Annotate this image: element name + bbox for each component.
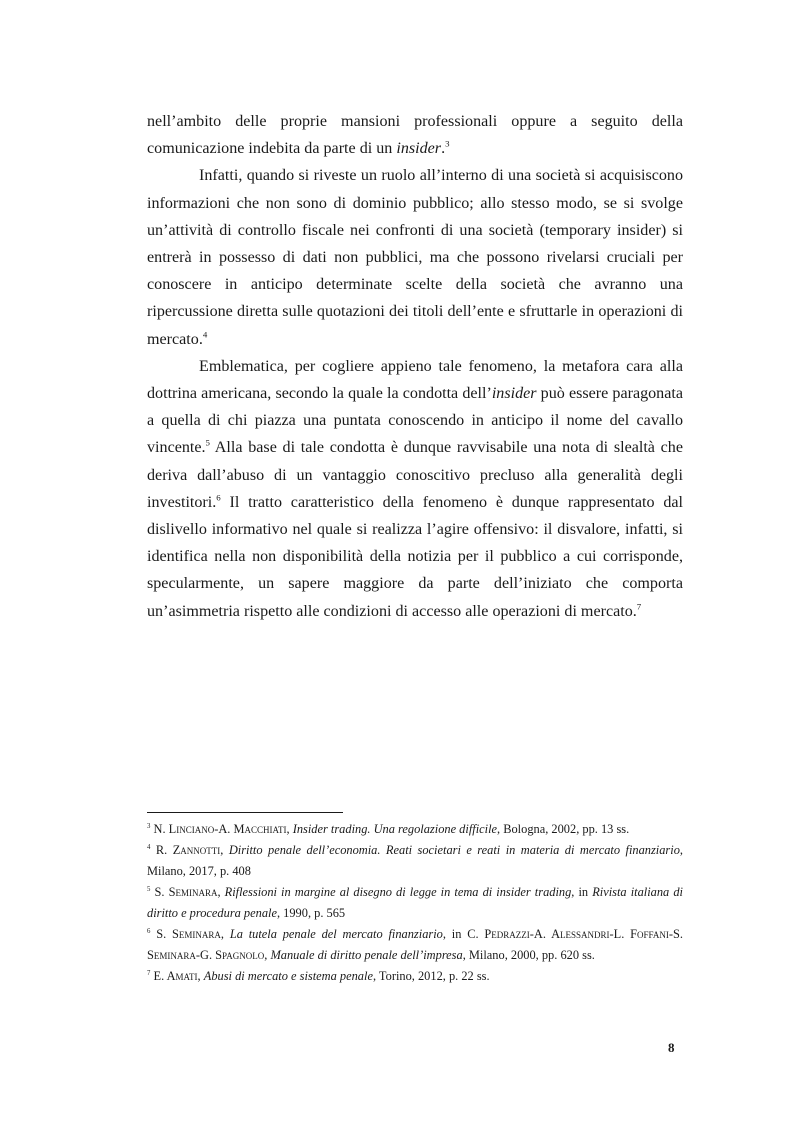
paragraph-text: . [441, 140, 446, 158]
footnote-title: La tutela penale del mercato finanziario [229, 927, 443, 941]
paragraph-text: Infatti, quando si riveste un ruolo all’interno di una società si acquisiscono informazioni che non sono di dominio pubblico; allo stesso modo, se si svolge un’attività di controllo fiscale nei confronti di una società (temporary insider) si entrerà in possesso di dati non pubblici, ma che possono rivelarsi cruciali per conoscere in anticipo determinate scelte della società che avranno una ripercussione diretta sulle quotazioni dei titoli dell’ente e sfruttarle in operazioni di mercato. [147, 167, 683, 348]
footnote-number: 3 [147, 822, 151, 830]
footnote-author: N. Linciano-A. Macchiati [153, 822, 287, 836]
footnote-ref[interactable]: 4 [202, 329, 208, 340]
footnote-text: , 1990, p. 565 [276, 906, 346, 920]
footnote-title: Abusi di mercato e sistema penale [203, 969, 373, 983]
footnote-title: Manuale di diritto penale dell’impresa [270, 948, 463, 962]
footnotes [147, 812, 683, 987]
footnote-ref[interactable]: 5 [205, 438, 210, 449]
page-number: 8 [668, 1040, 675, 1055]
footnote-5: $^5$ S. Seminara, Riflessioni in margine al disegno di legge in tema di insider trading, in Rivista italiana di diritto e procedura penale, 1990, p. 565 [147, 885, 683, 920]
footnote-author: E. Amati [153, 969, 198, 983]
paragraph-2 [147, 162, 683, 352]
paragraph-text: Emblematica, per cogliere appieno tale fenomeno, la metafora cara alla dottrina americana, secondo la quale la condotta dell’ [147, 357, 683, 403]
footnote-text: , in [442, 927, 468, 941]
footnote-divider [147, 812, 343, 813]
paragraph-text: nell’ambito delle proprie mansioni professionali oppure a seguito della comunicazione indebita da parte di un [147, 113, 683, 158]
body-text [147, 108, 683, 625]
footnote-author: S. Seminara [154, 885, 218, 899]
footnote-number: 4 [147, 843, 151, 851]
footnote-4: $^4$ R. Zannotti, Diritto penale dell’economia. Reati societari e reati in materia di mercato finanziario, Milano, 2017, p. 408 [147, 843, 683, 878]
paragraph-text: può essere paragonata a quella di chi piazza una puntata conoscendo in anticipo il nome del cavallo vincente. [147, 385, 683, 457]
footnote-number: 6 [147, 927, 151, 935]
footnote-number: 5 [147, 885, 151, 893]
paragraph-text: Alla base di tale condotta è dunque ravvisabile una nota di slealtà che deriva dall’abuso di un vantaggio conoscitivo precluso alla generalità degli investitori. [147, 439, 683, 511]
footnote-title: Riflessioni in margine al disegno di legge in tema di insider trading [224, 885, 572, 899]
footnote-title: Diritto penale dell’economia. Reati societari e reati in materia di mercato finanziario [228, 843, 680, 857]
emphasis: insider [491, 385, 537, 403]
footnote-7: $^7$ E. Amati, Abusi di mercato e sistema penale, Torino, 2012, p. 22 ss. [147, 969, 490, 983]
footnote-number: 7 [147, 969, 151, 977]
footnote-title: Insider trading. Una regolazione difficile [292, 822, 498, 836]
paragraph-3 [147, 353, 683, 625]
footnote-text: , Torino, 2012, p. 22 ss. [372, 969, 490, 983]
footnote-author: R. Zannotti [155, 843, 221, 857]
footnote-text: , Bologna, 2002, pp. 13 ss. [497, 822, 630, 836]
footnote-text: , Milano, 2000, pp. 620 ss. [462, 948, 595, 962]
footnote-journal: Rivista italiana di diritto e procedura penale [147, 885, 683, 920]
footnote-ref[interactable]: 3 [445, 138, 450, 149]
footnote-text: , Milano, 2017, p. 408 [147, 843, 683, 878]
footnote-author: S. Seminara [156, 927, 221, 941]
footnote-ref[interactable]: 6 [216, 492, 221, 503]
footnote-text: , in [571, 885, 593, 899]
main-text [147, 108, 683, 625]
emphasis: insider [396, 140, 442, 158]
footnote-author: C. Pedrazzi-A. Alessandri-L. Foffani-S. Seminara-G. Spagnolo [147, 927, 683, 962]
footnote-3: $^3$ N. Linciano-A. Macchiati, Insider trading. Una regolazione difficile, Bologna, 2002, pp. 13 ss. [147, 822, 630, 836]
paragraph-1 [147, 108, 683, 162]
footnote-6: $^6$ S. Seminara, La tutela penale del mercato finanziario, in C. Pedrazzi-A. Alessandri-L. Foffani-S. Seminara-G. Spagnolo, Manuale di diritto penale dell’impresa, Milano, 2000, pp. 620 ss. [147, 927, 683, 962]
paragraph-text: Il tratto caratteristico della fenomeno è dunque rappresentato dal dislivello informativo nel quale si realizza l’agire offensivo: il disvalore, infatti, si identifica nella non disponibilità della notizia per il pubblico a cui corrisponde, specularmente, un sapere maggiore da parte dell’iniziato che comporta un’asimmetria rispetto alle condizioni di accesso alle operazioni di mercato. [147, 493, 683, 620]
footnote-ref[interactable]: 7 [636, 601, 642, 612]
